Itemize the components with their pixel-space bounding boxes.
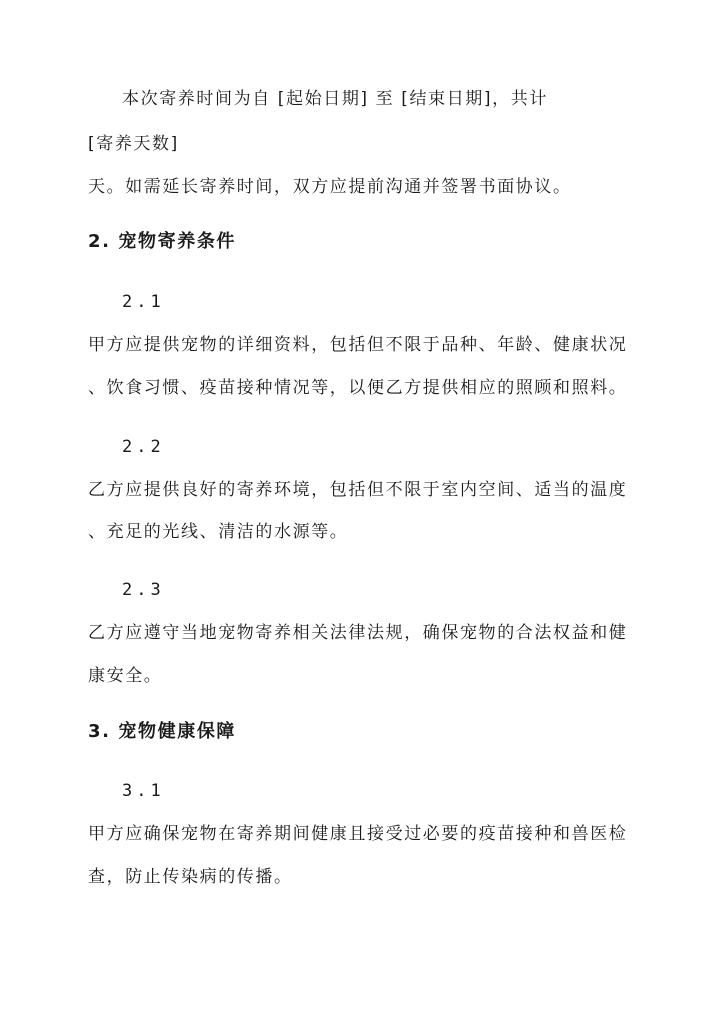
- section-3-heading: 3. 宠物健康保障: [88, 721, 237, 742]
- intro-line-1: 本次寄养时间为自 [起始日期] 至 [结束日期]，共计: [122, 89, 548, 109]
- clause-2-2-line-1: 乙方应提供良好的寄养环境，包括但不限于室内空间、适当的温度: [88, 480, 628, 500]
- clause-3-1-line-1: 甲方应确保宠物在寄养期间健康且接受过必要的疫苗接种和兽医检: [88, 824, 628, 844]
- clause-2-1-line-2: 、饮食习惯、疫苗接种情况等，以便乙方提供相应的照顾和照料。: [88, 378, 628, 398]
- clause-3-1-number: 3.1: [122, 781, 165, 801]
- section-2-heading: 2. 宠物寄养条件: [88, 231, 237, 252]
- clause-2-2-line-2: 、充足的光线、清洁的水源等。: [88, 522, 349, 542]
- clause-2-3-line-1: 乙方应遵守当地宠物寄养相关法律法规，确保宠物的合法权益和健: [88, 623, 628, 643]
- clause-2-1-line-1: 甲方应提供宠物的详细资料，包括但不限于品种、年龄、健康状况: [88, 335, 628, 355]
- intro-line-2: [寄养天数]: [88, 134, 179, 154]
- intro-line-3: 天。如需延长寄养时间，双方应提前沟通并签署书面协议。: [88, 177, 572, 197]
- clause-2-3-number: 2.3: [122, 580, 165, 600]
- clause-2-2-number: 2.2: [122, 437, 165, 457]
- clause-3-1-line-2: 查，防止传染病的传播。: [88, 867, 293, 887]
- clause-2-3-line-2: 康安全。: [88, 666, 163, 686]
- clause-2-1-number: 2.1: [122, 292, 165, 312]
